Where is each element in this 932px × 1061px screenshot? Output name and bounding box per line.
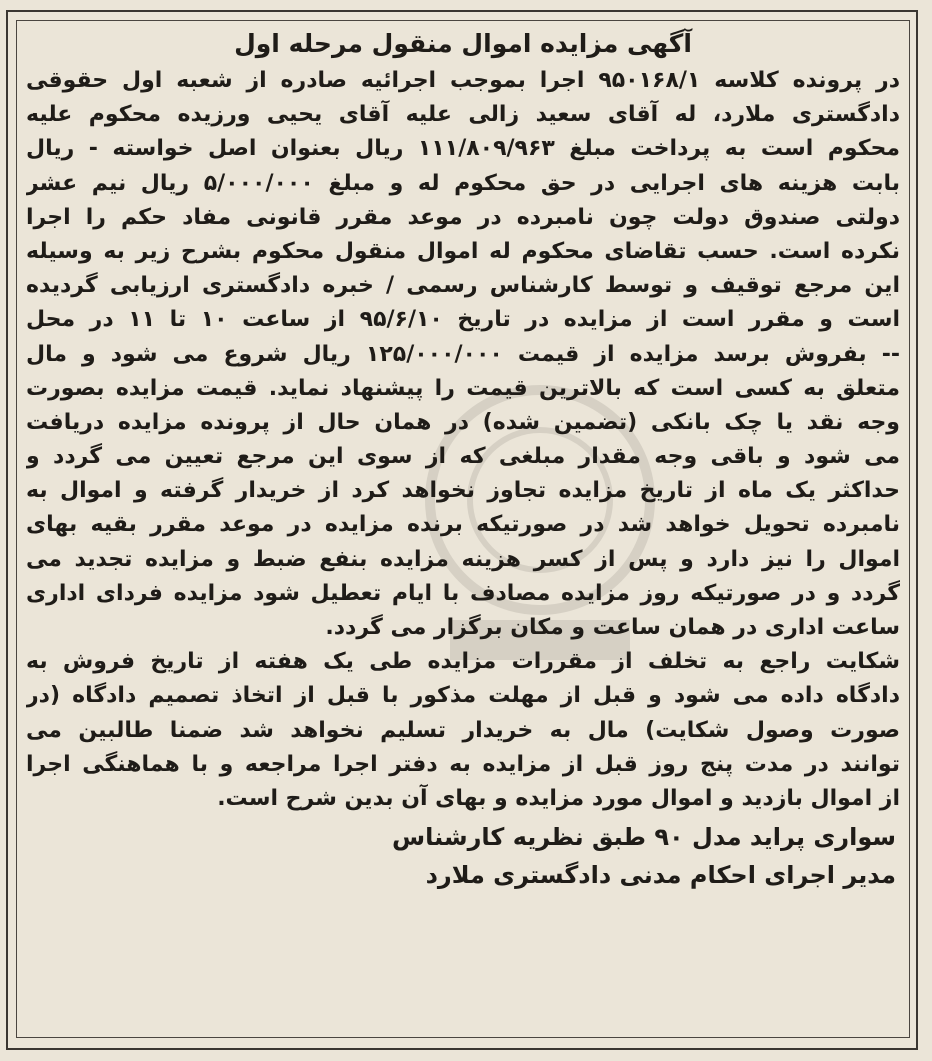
body-line: از اموال بازدید و اموال مورد مزایده و بهای آن بدین شرح است. bbox=[217, 785, 900, 811]
body-line: متعلق به کسی است که بالاترین قیمت را پیشنهاد نماید. قیمت مزایده بصورت bbox=[26, 375, 900, 401]
body-line: می شود و باقی وجه مقدار مبلغی که از سوی این مرجع تعیین می گردد و bbox=[26, 444, 900, 470]
body-line: این مرجع توقیف و توسط کارشناس رسمی / خبره دادگستری ارزیابی گردیده bbox=[26, 273, 900, 299]
body-line: بابت هزینه های اجرایی در حق محکوم له و مبلغ ۵/۰۰۰/۰۰۰ ریال نیم عشر bbox=[26, 170, 900, 196]
body-line: گردد و در صورتیکه روز مزایده مصادف با ایام تعطیل شود مزایده فردای اداری bbox=[26, 580, 900, 606]
auction-item: سواری پراید مدل ۹۰ طبق نظریه کارشناس bbox=[392, 823, 896, 852]
body-line: نکرده است. حسب تقاضای محکوم له اموال منقول محکوم بشرح زیر به وسیله bbox=[26, 238, 900, 264]
body-line: نامبرده تحویل خواهد شد در صورتیکه برنده مزایده در موعد مقرر بقیه بهای bbox=[26, 512, 900, 538]
signature-block bbox=[26, 818, 900, 894]
body-line: دولتی صندوق دولت چون نامبرده در موعد مقرر قانونی مفاد حکم را اجرا bbox=[26, 204, 900, 230]
body-line: اموال را نیز دارد و پس از کسر هزینه مزایده بنفع ضبط و مزایده تجدید می bbox=[26, 546, 900, 572]
signature: مدیر اجرای احکام مدنی دادگستری ملارد bbox=[425, 861, 896, 890]
body-line: ساعت اداری در همان ساعت و مکان برگزار می گردد. bbox=[325, 615, 900, 640]
notice-body bbox=[26, 64, 900, 816]
body-line: توانند در مدت پنج روز قبل از مزایده به دفتر اجرا مراجعه و با هماهنگی اجرا bbox=[26, 751, 900, 777]
body-line: صورت وصول شکایت) مال به خریدار تسلیم نخواهد شد ضمنا طالبین می bbox=[26, 717, 900, 743]
notice-title: آگهی مزایده اموال منقول مرحله اول bbox=[234, 29, 692, 58]
body-line: است و مقرر است از مزایده در تاریخ ۹۵/۶/۱۰ از ساعت ۱۰ تا ۱۱ در محل bbox=[26, 307, 900, 333]
body-line: دادگستری ملارد، له آقای سعید زالی علیه آقای یحیی ورزیده محکوم علیه bbox=[26, 102, 900, 128]
body-line: محکوم است به پرداخت مبلغ ۱۱۱/۸۰۹/۹۶۳ ریال بعنوان اصل خواسته - ریال bbox=[26, 136, 900, 162]
body-line: دادگاه داده می شود و قبل از مهلت مذکور با قبل از اتخاذ تصمیم دادگاه (در bbox=[26, 683, 900, 709]
body-line: وجه نقد یا چک بانکی (تضمین شده) در همان حال از پرونده مزایده دریافت bbox=[26, 409, 900, 435]
auction-notice bbox=[26, 26, 900, 894]
body-line: حداکثر یک ماه از تاریخ مزایده تجاوز نخواهد کرد از خریدار گرفته و اموال به bbox=[26, 478, 900, 504]
body-line: -- بفروش برسد مزایده از قیمت ۱۲۵/۰۰۰/۰۰۰ ریال شروع می شود و مال bbox=[26, 341, 900, 367]
body-line: شکایت راجع به تخلف از مقررات مزایده طی یک هفته از تاریخ فروش به bbox=[26, 649, 900, 675]
body-line: در پرونده کلاسه ۹۵۰۱۶۸/۱ اجرا بموجب اجرائیه صادره از شعبه اول حقوقی bbox=[26, 68, 900, 93]
